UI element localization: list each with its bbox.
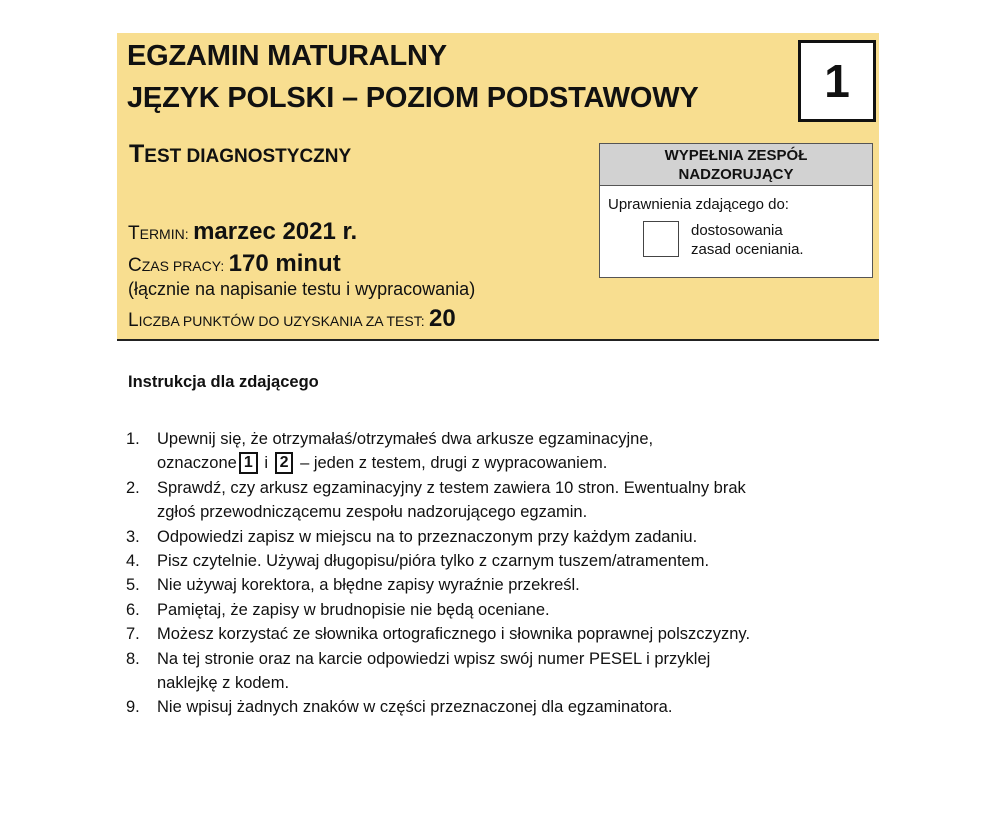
instruction-item: 4. Pisz czytelnie. Używaj długopisu/pióra tylko z czarnym tuszem/atramentem. <box>126 549 886 573</box>
instructions-list <box>126 427 886 720</box>
exam-title-line2: JĘZYK POLSKI – POZIOM PODSTAWOWY <box>127 82 699 114</box>
instruction-number: 6. <box>126 600 140 619</box>
sheet-number-badge: 1 <box>798 40 876 122</box>
instruction-item: 2. Sprawdź, czy arkusz egzaminacyjny z testem zawiera 10 stron. Ewentualny brak zgłoś przewodniczącemu zespołu nadzorującego egzamin. <box>126 476 886 525</box>
instruction-number: 9. <box>126 698 140 717</box>
instructions-title: Instrukcja dla zdającego <box>128 373 319 391</box>
instruction-number: 5. <box>126 576 140 595</box>
instruction-number: 4. <box>126 552 140 571</box>
entitlement-label: Uprawnienia zdającego do: <box>608 196 789 213</box>
instruction-item: 9. Nie wpisuj żadnych znaków w części przeznaczonej dla egzaminatora. <box>126 695 886 719</box>
instruction-item: 3. Odpowiedzi zapisz w miejscu na to przeznaczonym przy każdym zadaniu. <box>126 525 886 549</box>
instruction-item: 6. Pamiętaj, że zapisy w brudnopisie nie będą oceniane. <box>126 598 886 622</box>
instruction-number: 8. <box>126 649 140 668</box>
instruction-number: 1. <box>126 430 140 448</box>
instruction-marked-line: oznaczone 1 i 2 – jeden z testem, drugi z wypracowaniem. <box>157 454 608 473</box>
exam-title-line1: EGZAMIN MATURALNY <box>127 40 447 72</box>
instruction-item: 7. Możesz korzystać ze słownika ortograficznego i słownika poprawnej polszczyzny. <box>126 622 886 646</box>
exam-duration-value: 170 minut <box>228 250 341 277</box>
test-title-initial: T <box>129 140 145 168</box>
instruction-item: 5. Nie używaj korektora, a błędne zapisy wyraźnie przekreśl. <box>126 573 886 597</box>
exam-term-label: TERMIN: <box>128 223 189 244</box>
instruction-number: 7. <box>126 625 140 644</box>
exam-points-label: LICZBA PUNKTÓW DO UZYSKANIA ZA TEST: <box>128 310 425 331</box>
supervisor-box-heading: WYPEŁNIA ZESPÓŁ NADZORUJĄCY <box>600 144 872 186</box>
exam-header <box>117 33 879 341</box>
supervisor-box-body <box>600 186 872 278</box>
grading-adjustment-checkbox[interactable] <box>643 221 679 257</box>
instruction-number: 2. <box>126 478 140 497</box>
exam-points <box>128 305 456 333</box>
exam-duration <box>128 250 341 278</box>
supervisor-box <box>599 143 873 278</box>
test-title-rest: EST DIAGNOSTYCZNY <box>144 146 352 167</box>
exam-duration-note: (łącznie na napisanie testu i wypracowania) <box>128 279 476 299</box>
grading-adjustment-label: dostosowania zasad oceniania. <box>691 222 804 258</box>
sheet-ref-box-2: 2 <box>275 452 294 474</box>
exam-duration-label: CZAS PRACY: <box>128 255 225 276</box>
instruction-item: 1. Upewnij się, że otrzymałaś/otrzymałeś dwa arkusze egzaminacyjne, oznaczone 1 i 2 – jeden z testem, drugi z wypracowaniem. <box>126 427 886 476</box>
exam-term <box>128 218 357 246</box>
sheet-ref-box-1: 1 <box>239 452 258 474</box>
exam-points-value: 20 <box>429 305 456 332</box>
instruction-number: 3. <box>126 527 140 546</box>
exam-title <box>127 35 699 119</box>
exam-term-value: marzec 2021 r. <box>193 218 358 245</box>
test-title <box>129 140 351 169</box>
instruction-item: 8. Na tej stronie oraz na karcie odpowiedzi wpisz swój numer PESEL i przyklej naklejkę z kodem. <box>126 647 886 696</box>
